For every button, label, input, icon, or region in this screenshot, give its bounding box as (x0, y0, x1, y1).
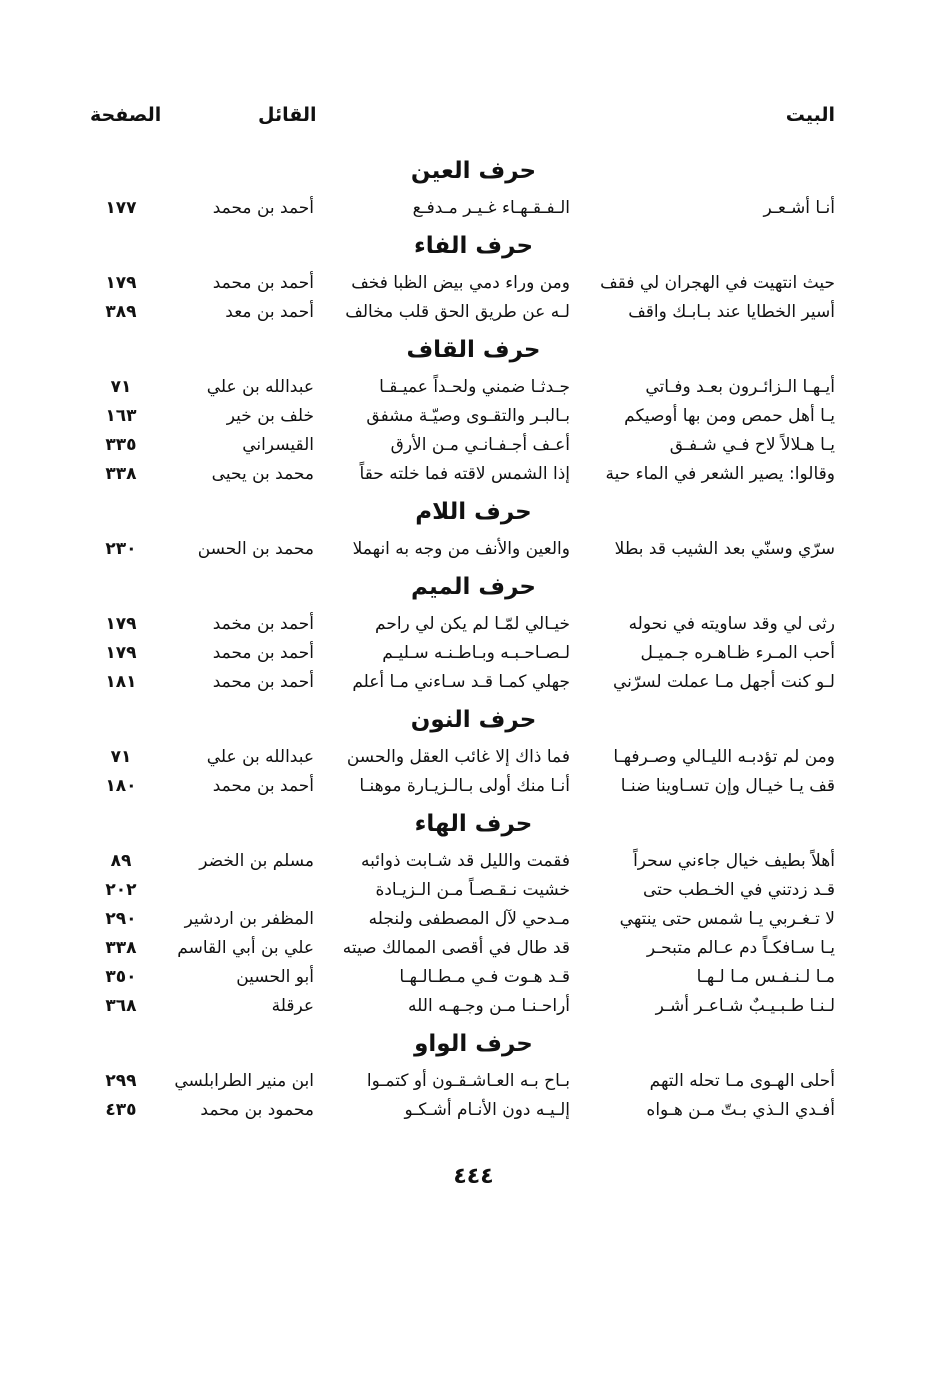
verse-row (0, 460, 947, 489)
poet-name: عرقلة (271, 996, 314, 1016)
page-ref: ٢٣٠ (105, 539, 137, 559)
poet-name: ابن منير الطرابلسي (174, 1071, 314, 1091)
verse-first-hemistich: رثى لي وقد ساويته في نحوله (628, 614, 835, 634)
verse-first-hemistich: ومن لم تؤدبـه الليـالي وصـرفهـا (613, 747, 835, 767)
verse-first-hemistich: أنـا أشـعـر (763, 198, 835, 218)
verse-first-hemistich: لـنـا طـبـيـبٌ شـاعـر أشـر (655, 996, 835, 1016)
verse-first-hemistich: يـا سـافكـاً دم عـالم متبحـر (646, 938, 835, 958)
section-title: حرف اللام (415, 499, 532, 525)
page-ref: ٧١ (110, 377, 132, 397)
page-ref: ٧١ (110, 747, 132, 767)
poet-name: المظفر بن اردشير (184, 909, 314, 929)
poet-name: علي بن أبي القاسم (177, 938, 314, 958)
verse-row (0, 992, 947, 1021)
page-ref: ١٧٩ (105, 643, 137, 663)
verse-second-hemistich: فما ذاك إلا غائب العقل والحسن (346, 747, 570, 767)
verse-first-hemistich: يـا هـلالاً لاح فـي شـفـق (669, 435, 835, 455)
verse-second-hemistich: مـدحي لآل المصطفى ولنجله (368, 909, 570, 929)
verse-row (0, 847, 947, 876)
verse-first-hemistich: أحب المـرء ظـاهـره جـميـل (640, 643, 835, 663)
verse-second-hemistich: بـاح بـه العـاشـقـون أو كتمـوا (366, 1071, 570, 1091)
poet-name: أحمد بن معد (225, 302, 314, 322)
page-column-heading: الصفحة (90, 104, 162, 126)
page-ref: ١٧٩ (105, 614, 137, 634)
poet-name: أبو الحسين (236, 967, 314, 987)
verse-second-hemistich: والعين والأنف من وجه به انهملا (352, 539, 570, 559)
page-ref: ١٧٧ (105, 198, 137, 218)
verse-first-hemistich: قف يـا خيـال وإن تسـاوينا ضنـا (620, 776, 835, 796)
page-ref: ٣٣٥ (105, 435, 137, 455)
verse-row (0, 772, 947, 801)
verse-row (0, 610, 947, 639)
verse-first-hemistich: لـو كنت أجهل مـا عملت لسرّني (612, 672, 835, 692)
verse-second-hemistich: جـدثـا ضمني ولحـداً عميـقـا (379, 377, 570, 397)
poet-name: مسلم بن الخضر (199, 851, 314, 871)
verse-first-hemistich: أحلى الهـوى مـا تحله التهم (649, 1071, 835, 1091)
verse-row (0, 431, 947, 460)
page-ref: ٢٩٠ (105, 909, 137, 929)
verse-first-hemistich: سرّي وسنّي بعد الشيب قد بطلا (614, 539, 835, 559)
verse-row (0, 535, 947, 564)
verse-row (0, 905, 947, 934)
section-title: حرف الميم (411, 574, 536, 600)
verse-first-hemistich: حيث انتهيت في الهجران لي فقف (600, 273, 835, 293)
verse-second-hemistich: أعـف أجـفـانـي مـن الأرق (390, 435, 570, 455)
page-ref: ١٧٩ (105, 273, 137, 293)
section-title: حرف النون (410, 707, 537, 733)
verse-first-hemistich: لا تـغـربي يـا شمس حتى ينتهي (619, 909, 835, 929)
poet-name: أحمد بن مخمد (212, 614, 314, 634)
section-title: حرف الهاء (414, 811, 533, 837)
poet-name: محمود بن محمد (200, 1100, 314, 1120)
section-title: حرف القاف (406, 337, 541, 363)
verse-first-hemistich: قـد زدتني في الخـطب حتى (642, 880, 835, 900)
verse-row (0, 876, 947, 905)
verse-second-hemistich: الـفـقـهـاء غـيـر مـدفـع (412, 198, 570, 218)
section-title: حرف الواو (414, 1031, 533, 1057)
verse-second-hemistich: خشيت نـقـصـاً مـن الـزيـادة (375, 880, 570, 900)
verse-row (0, 373, 947, 402)
verse-first-hemistich: يـا أهل حمص ومن بها أوصيكم (624, 406, 835, 426)
verse-second-hemistich: ومن وراء دمي بيض الظبا فخف (351, 273, 570, 293)
verse-second-hemistich: قـد هـوت فـي مـطـالـهـا (399, 967, 570, 987)
page-ref: ٣٨٩ (105, 302, 137, 322)
verse-first-hemistich: أسير الخطايا عند بـابـك واقف (628, 302, 835, 322)
verse-row (0, 743, 947, 772)
poet-name: عبدالله بن علي (206, 377, 314, 397)
page-ref: ١٨٠ (105, 776, 137, 796)
verse-row (0, 194, 947, 223)
verse-second-hemistich: بـالبـر والتقـوى وصيّـة مشفق (366, 406, 570, 426)
verse-first-hemistich: أهلاً بطيف خيال جاءني سحراً (633, 851, 835, 871)
verse-second-hemistich: جهلي كمـا قـد سـاءني مـا أعلم (352, 672, 570, 692)
page-ref: ٣٥٠ (105, 967, 137, 987)
verse-row (0, 298, 947, 327)
verse-row (0, 668, 947, 697)
page-ref: ١٦٣ (105, 406, 137, 426)
page-number: ٤٤٤ (453, 1164, 494, 1189)
page-ref: ٣٣٨ (105, 938, 137, 958)
page-ref: ٤٣٥ (105, 1100, 137, 1120)
verse-second-hemistich: أنـا منك أولى بـالـزيـارة موهنـا (359, 776, 570, 796)
poet-name: محمد بن الحسن (197, 539, 314, 559)
poet-name: محمد بن يحيى (211, 464, 314, 484)
verse-second-hemistich: إذا الشمس لاقته فما خلته حقاً (359, 464, 570, 484)
verse-row (0, 963, 947, 992)
section-title: حرف الفاء (413, 233, 534, 259)
verse-first-hemistich: وقالوا: يصير الشعر في الماء حية (605, 464, 835, 484)
poet-name: أحمد بن محمد (212, 643, 314, 663)
page-ref: ٣٣٨ (105, 464, 137, 484)
verse-row (0, 402, 947, 431)
verse-second-hemistich: قد طال في أقصى الممالك صيته (342, 938, 570, 958)
poet-name: أحمد بن محمد (212, 273, 314, 293)
verse-first-hemistich: أيـهـا الـزائـرون بعـد وفـاتي (645, 377, 835, 397)
verse-row (0, 934, 947, 963)
column-header (0, 104, 947, 138)
poet-column-heading: القائل (258, 104, 317, 126)
verse-second-hemistich: خيـالي لمّـا لم يكن لي راحم (375, 614, 570, 634)
verse-second-hemistich: لـه عن طريق الحق قلب مخالف (345, 302, 570, 322)
poet-name: عبدالله بن علي (206, 747, 314, 767)
verse-first-hemistich: أفـدي الـذي بـتّ مـن هـواه (646, 1100, 835, 1120)
verse-second-hemistich: إلـيـه دون الأنـام أشـكـو (404, 1100, 570, 1120)
page-ref: ٣٦٨ (105, 996, 137, 1016)
poet-name: خلف بن خير (226, 406, 314, 426)
poet-name: أحمد بن محمد (212, 672, 314, 692)
verse-second-hemistich: فقمت والليل قد شـابت ذوائبه (361, 851, 570, 871)
page-ref: ١٨١ (105, 672, 137, 692)
verse-row (0, 269, 947, 298)
poet-name: القيسراني (242, 435, 314, 455)
page-ref: ٢٩٩ (105, 1071, 137, 1091)
verse-first-hemistich: مـا لـنـفـس مـا لـهـا (696, 967, 835, 987)
verse-index (0, 148, 947, 1125)
verse-column-heading: البيت (785, 104, 835, 126)
verse-second-hemistich: أراحـنـا مـن وجـهـه الله (408, 996, 570, 1016)
verse-row (0, 1067, 947, 1096)
verse-row (0, 639, 947, 668)
verse-row (0, 1096, 947, 1125)
page-ref: ٢٠٢ (105, 880, 137, 900)
verse-second-hemistich: لـصـاحـبـه وبـاطـنـه سـليـم (382, 643, 570, 663)
poet-name: أحمد بن محمد (212, 776, 314, 796)
section-title: حرف العين (410, 158, 537, 184)
poet-name: أحمد بن محمد (212, 198, 314, 218)
page-ref: ٨٩ (110, 851, 132, 871)
